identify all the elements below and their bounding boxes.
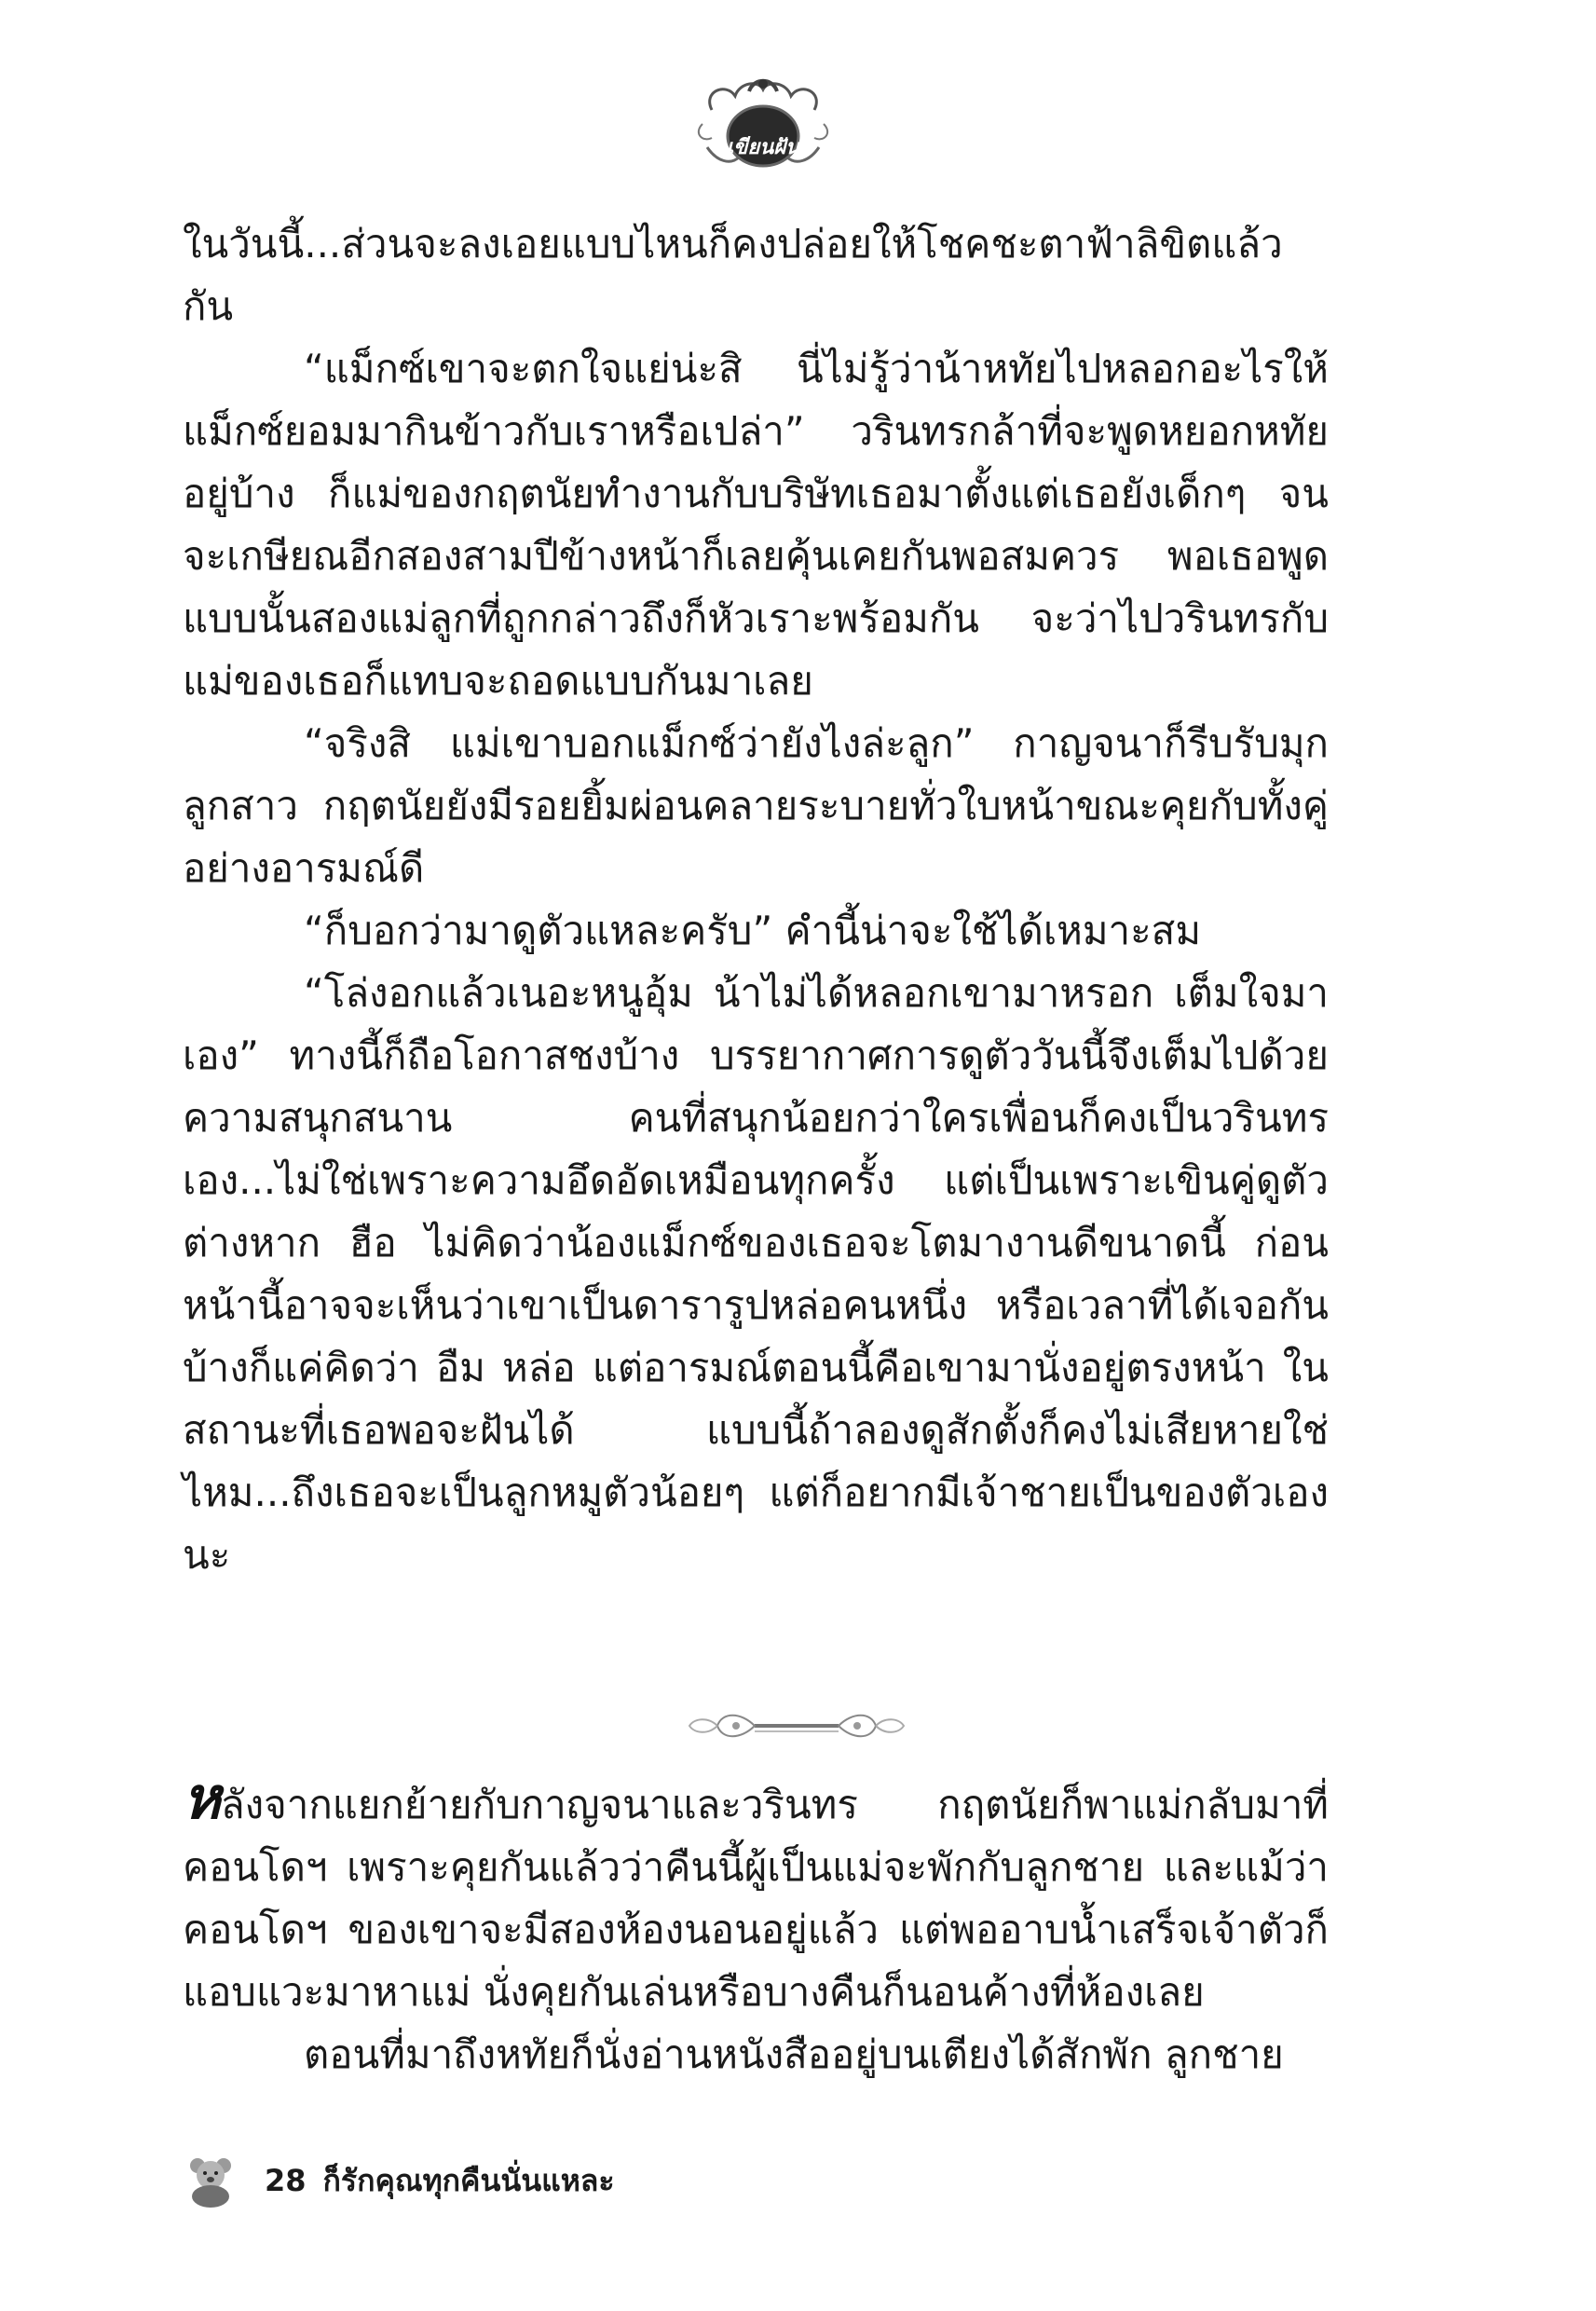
section-divider-ornament: [680, 1707, 913, 1744]
paragraph-rest: ลังจากแยกย้ายกับกาญจนาและวรินทร กฤตนัยก็พาแม่กลับมาที่คอนโดฯ เพราะคุยกันแล้วว่าคืนนี้ผู้เป็นแม่จะพักกับลูกชาย และแม้ว่าคอนโดฯ ของเขาจะมีสองห้องนอนอยู่แล้ว แต่พออาบน้ำเสร็จเจ้าตัวก็แอบแวะมาหาแม่ นั่งคุยกันเล่นหรือบางคืนก็นอนค้างที่ห้องเลย: [183, 1782, 1329, 2015]
paragraph: “ก็บอกว่ามาดูตัวแหละครับ” คำนี้น่าจะใช้ได้เหมาะสม: [304, 908, 1202, 953]
logo-text: เขียนฝัน: [726, 135, 800, 159]
paragraph: “แม็กซ์เขาจะตกใจแย่น่ะสิ นี่ไม่รู้ว่าน้าหทัยไปหลอกอะไรให้แม็กซ์ยอมมากินข้าวกับเราหรือเปล่า” วรินทรกล้าที่จะพูดหยอกหทัยอยู่บ้าง ก็แม่ของกฤตนัยทำงานกับบริษัทเธอมาตั้งแต่เธอยังเด็กๆ จนจะเกษียณอีกสองสามปีข้างหน้าก็เลยคุ้นเคยกันพอสมควร พอเธอพูดแบบนั้นสองแม่ลูกที่ถูกกล่าวถึงก็หัวเราะพร้อมกัน จะว่าไปวรินทรกับแม่ของเธอก็แทบจะถอดแบบกันมาเลย: [183, 346, 1329, 704]
paragraph: “โล่งอกแล้วเนอะหนูอุ้ม น้าไม่ได้หลอกเขามาหรอก เต็มใจมาเอง” ทางนี้ก็ถือโอกาสชงบ้าง บรรยากาศการดูตัววันนี้จึงเต็มไปด้วยความสนุกสนาน คนที่สนุกน้อยกว่าใครเพื่อนก็คงเป็นวรินทรเอง...ไม่ใช่เพราะความอึดอัดเหมือนทุกครั้ง แต่เป็นเพราะเขินคู่ดูตัวต่างหาก ฮือ ไม่คิดว่าน้องแม็กซ์ของเธอจะโตมางานดีขนาดนี้ ก่อนหน้านี้อาจจะเห็นว่าเขาเป็นดารารูปหล่อคนหนึ่ง หรือเวลาที่ได้เจอกันบ้างก็แค่คิดว่า อืม หล่อ แต่อารมณ์ตอนนี้คือเขามานั่งอยู่ตรงหน้า ในสถานะที่เธอพอจะฝันได้ แบบนี้ถ้าลองดูสักตั้งก็คงไม่เสียหายใช่ไหม...ถึงเธอจะเป็นลูกหมูตัวน้อยๆ แต่ก็อยากมีเจ้าชายเป็นของตัวเองนะ: [183, 970, 1329, 1578]
drop-cap: ห: [183, 1764, 221, 1832]
ornament-icon: [680, 1707, 913, 1744]
body-text-section-2: [183, 1764, 1329, 2085]
book-title: ก็รักคุณทุกคืนนั่นแหละ: [322, 2162, 615, 2198]
publisher-logo: [693, 73, 833, 175]
teddy-bear-icon: [183, 2153, 239, 2208]
page-footer: [183, 2148, 615, 2213]
page-number: 28: [265, 2163, 307, 2198]
paragraph: [183, 1764, 1329, 2023]
paragraph: ตอนที่มาถึงหทัยก็นั่งอ่านหนังสืออยู่บนเตียงได้สักพัก ลูกชาย: [304, 2031, 1284, 2077]
paragraph: “จริงสิ แม่เขาบอกแม็กซ์ว่ายังไงล่ะลูก” กาญจนาก็รีบรับมุกลูกสาว กฤตนัยยังมีรอยยิ้มผ่อนคลายระบายทั่วใบหน้าขณะคุยกับทั้งคู่อย่างอารมณ์ดี: [183, 720, 1329, 891]
body-text-section-1: [183, 212, 1329, 1586]
paragraph: ในวันนี้...ส่วนจะลงเอยแบบไหนก็คงปล่อยให้โชคชะตาฟ้าลิขิตแล้วกัน: [183, 221, 1283, 329]
